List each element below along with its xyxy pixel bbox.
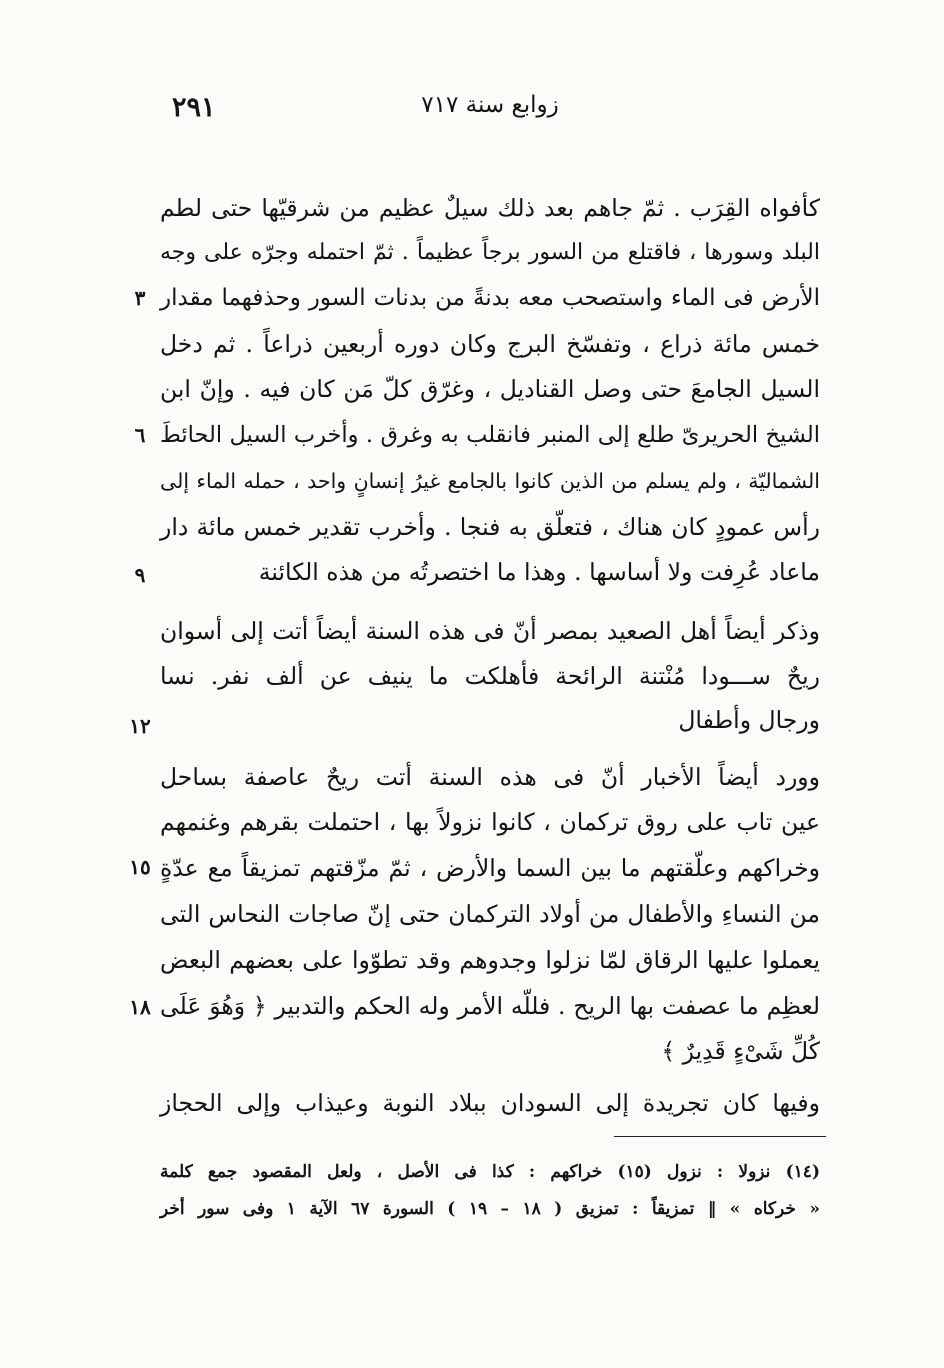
footnote-rule <box>614 1136 826 1137</box>
text-line: كُلِّ شَىْءٍ قَدِيرٌ ﴾ <box>661 1037 820 1065</box>
text-line: ريحٌ ســـودا مُنْتنة الرائحة فأهلكت ما ينيف عن ألف نفر. نسا <box>160 662 820 690</box>
text-line: وخراكهم وعلّقتهم ما بين السما والأرض ، ثمّ مزّقتهم تمزيقاً مع عدّةٍ <box>160 854 820 882</box>
line-number-marker: ١٨ <box>129 995 151 1019</box>
line-number-marker: ١٢ <box>129 714 151 738</box>
text-line: يعملوا عليها الرقاق لمّا نزلوا وجدوهم وقد تطوّوا على بعضهم البعض <box>160 946 820 974</box>
text-line: وذكر أيضاً أهل الصعيد بمصر أنّ فى هذه السنة أيضاً أتت إلى أسوان <box>160 617 820 645</box>
text-line: السيل الجامعَ حتى وصل القناديل ، وغرّق كلّ مَن كان فيه . وإنّ ابن <box>160 375 820 403</box>
text-line: الشماليّة ، ولم يسلم من الذين كانوا بالجامع غيرُ إنسانٍ واحد ، حمله الماء إلى <box>160 469 820 493</box>
line-number-marker: ٦ <box>134 423 146 447</box>
footnote-line: (١٤) نزولا : نزول (١٥) خراكهم : كذا فى الأصل ، ولعل المقصود جمع كلمة <box>160 1162 820 1182</box>
text-line: خمس مائة ذراع ، وتفسّخ البرج وكان دوره أربعين ذراعاً . ثم دخل <box>160 330 820 358</box>
page-number: ٢٩١ <box>172 92 216 123</box>
text-line: عين تاب على روق تركمان ، كانوا نزولاً بها ، احتملت بقرهم وغنمهم <box>160 808 820 836</box>
footnote-line: « خركاه » ‖ تمزيقاً : تمزيق ( ١٨ – ١٩ ) السورة ٦٧ الآية ١ وفى سور أخر <box>160 1199 820 1219</box>
line-number-marker: ٩ <box>134 563 146 587</box>
text-line: وفيها كان تجريدة إلى السودان ببلاد النوبة وعيذاب وإلى الحجاز <box>160 1089 820 1117</box>
line-number-marker: ١٥ <box>129 855 151 879</box>
text-line: رأس عمودٍ كان هناك ، فتعلّق به فنجا . وأخرب تقدير خمس مائة دار <box>160 513 820 541</box>
running-title: زوابع سنة ٧١٧ <box>421 92 559 118</box>
text-line: ورجال وأطفال <box>678 706 820 734</box>
text-line: من النساءِ والأطفال من أولاد التركمان حتى إنّ صاجات النحاس التى <box>160 900 820 928</box>
text-line: ماعاد عُرِفت ولا أساسها . وهذا ما اختصرتُه من هذه الكائنة <box>258 558 820 586</box>
text-line: كأفواه القِرَب . ثمّ جاهم بعد ذلك سيلٌ عظيم من شرقيّها حتى لطم <box>160 194 820 222</box>
line-number-marker: ٣ <box>134 286 146 310</box>
text-line: البلد وسورها ، فاقتلع من السور برجاً عظيماً . ثمّ احتمله وجرّه على وجه <box>160 240 820 265</box>
text-line: وورد أيضاً الأخبار أنّ فى هذه السنة أتت ريحٌ عاصفة بساحل <box>160 763 820 791</box>
text-line: الأرض فى الماء واستصحب معه بدنةً من بدنات السور وحذفهما مقدار <box>160 285 820 311</box>
text-line: الشيخ الحريرىّ طلع إلى المنبر فانقلب به وغرق . وأخرب السيل الحائطَ <box>160 422 820 448</box>
text-line: لعظِم ما عصفت بها الريح . فللّه الأمر وله الحكم والتدبير ﴿ وَهُوَ عَلَى <box>160 992 820 1020</box>
